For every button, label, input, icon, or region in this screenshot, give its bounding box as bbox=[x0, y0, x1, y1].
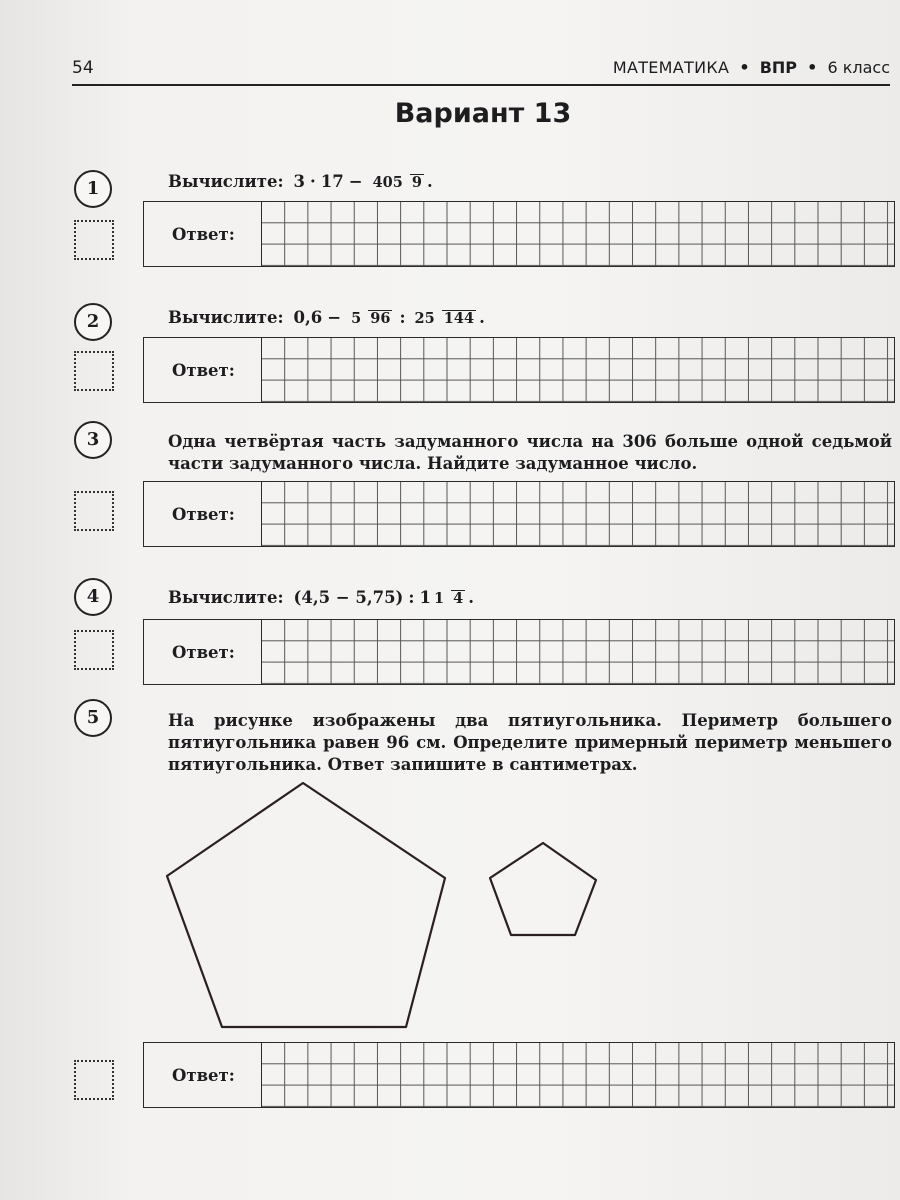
task-4-prompt: Вычислите: bbox=[168, 588, 284, 607]
task-3-text: Одна четвёртая часть задуманного числа на 306 больше одной седьмой части задуманного числа. Найдите задуманное число. bbox=[168, 432, 892, 473]
score-box-1[interactable] bbox=[74, 220, 114, 260]
score-box-5[interactable] bbox=[74, 1060, 114, 1100]
score-box-2[interactable] bbox=[74, 351, 114, 391]
answer-label: Ответ: bbox=[144, 338, 262, 402]
fraction-numerator: 405 bbox=[372, 173, 403, 191]
answer-box-4[interactable] bbox=[143, 619, 895, 685]
answer-grid[interactable] bbox=[262, 482, 894, 546]
expr-term: (4,5 − 5,75) bbox=[293, 588, 404, 607]
expr-operator: · bbox=[310, 172, 316, 191]
header-divider bbox=[72, 84, 890, 86]
fraction bbox=[349, 310, 392, 327]
exam-label: ВПР bbox=[759, 58, 798, 77]
small-pentagon bbox=[490, 843, 596, 935]
subject-label: МАТЕМАТИКА bbox=[612, 58, 730, 77]
task-5-text: На рисунке изображены два пятиугольника. Периметр большего пятиугольника равен 96 см. Определите примерный периметр меньшего пятиугольника. Ответ запишите в сантиметрах. bbox=[168, 711, 892, 774]
task-1-prompt: Вычислите: bbox=[168, 172, 284, 191]
score-box-4[interactable] bbox=[74, 630, 114, 670]
answer-box-3[interactable] bbox=[143, 481, 895, 547]
mixed-whole: 1 bbox=[419, 588, 431, 607]
expr-term: 0,6 bbox=[293, 308, 323, 327]
task-1-text bbox=[168, 162, 892, 202]
answer-box-1[interactable] bbox=[143, 201, 895, 267]
fraction-denominator: 144 bbox=[443, 309, 475, 327]
grade-label: 6 класс bbox=[827, 58, 890, 77]
expr-term: 17 bbox=[320, 172, 344, 191]
fraction-numerator: 5 bbox=[351, 309, 362, 327]
fraction bbox=[432, 590, 465, 607]
fraction-numerator: 25 bbox=[414, 309, 435, 327]
book-title bbox=[613, 58, 890, 77]
task-number-5: 5 bbox=[74, 699, 112, 737]
fraction bbox=[371, 174, 424, 191]
answer-box-2[interactable] bbox=[143, 337, 895, 403]
variant-title: Вариант 13 bbox=[394, 98, 572, 129]
answer-label: Ответ: bbox=[144, 620, 262, 684]
large-pentagon bbox=[167, 783, 445, 1027]
page-header bbox=[72, 58, 890, 84]
fraction-denominator: 96 bbox=[370, 309, 391, 327]
answer-label: Ответ: bbox=[144, 482, 262, 546]
expr-operator: − bbox=[348, 172, 363, 191]
separator-dot: • bbox=[807, 58, 818, 77]
expr-term: 3 bbox=[293, 172, 306, 191]
answer-label: Ответ: bbox=[144, 1043, 262, 1107]
expr-operator: : bbox=[408, 588, 415, 607]
task-4-expression bbox=[294, 587, 474, 609]
fraction-denominator: 4 bbox=[453, 589, 464, 607]
task-number-1: 1 bbox=[74, 170, 112, 208]
task-number-3: 3 bbox=[74, 421, 112, 459]
answer-grid[interactable] bbox=[262, 620, 894, 684]
answer-box-5[interactable] bbox=[143, 1042, 895, 1108]
expr-operator: − bbox=[327, 308, 342, 327]
task-1-expression bbox=[294, 171, 433, 193]
task-2-text bbox=[168, 298, 892, 338]
answer-grid[interactable] bbox=[262, 1043, 894, 1107]
fraction-numerator: 1 bbox=[433, 589, 445, 607]
pentagons-figure bbox=[150, 775, 620, 1040]
task-number-2: 2 bbox=[74, 303, 112, 341]
score-box-3[interactable] bbox=[74, 491, 114, 531]
answer-grid[interactable] bbox=[262, 202, 894, 266]
expr-period: . bbox=[479, 308, 485, 327]
task-4-text bbox=[168, 578, 892, 618]
fraction bbox=[413, 310, 477, 327]
task-2-prompt: Вычислите: bbox=[168, 308, 284, 327]
expr-period: . bbox=[468, 588, 474, 607]
separator-dot: • bbox=[739, 58, 750, 77]
task-number-4: 4 bbox=[74, 578, 112, 616]
task-2-expression bbox=[294, 307, 485, 329]
answer-label: Ответ: bbox=[144, 202, 262, 266]
answer-grid[interactable] bbox=[262, 338, 894, 402]
expr-period: . bbox=[427, 172, 433, 191]
expr-operator: : bbox=[399, 308, 406, 327]
fraction-denominator: 9 bbox=[411, 173, 423, 191]
page-number: 54 bbox=[72, 58, 94, 78]
